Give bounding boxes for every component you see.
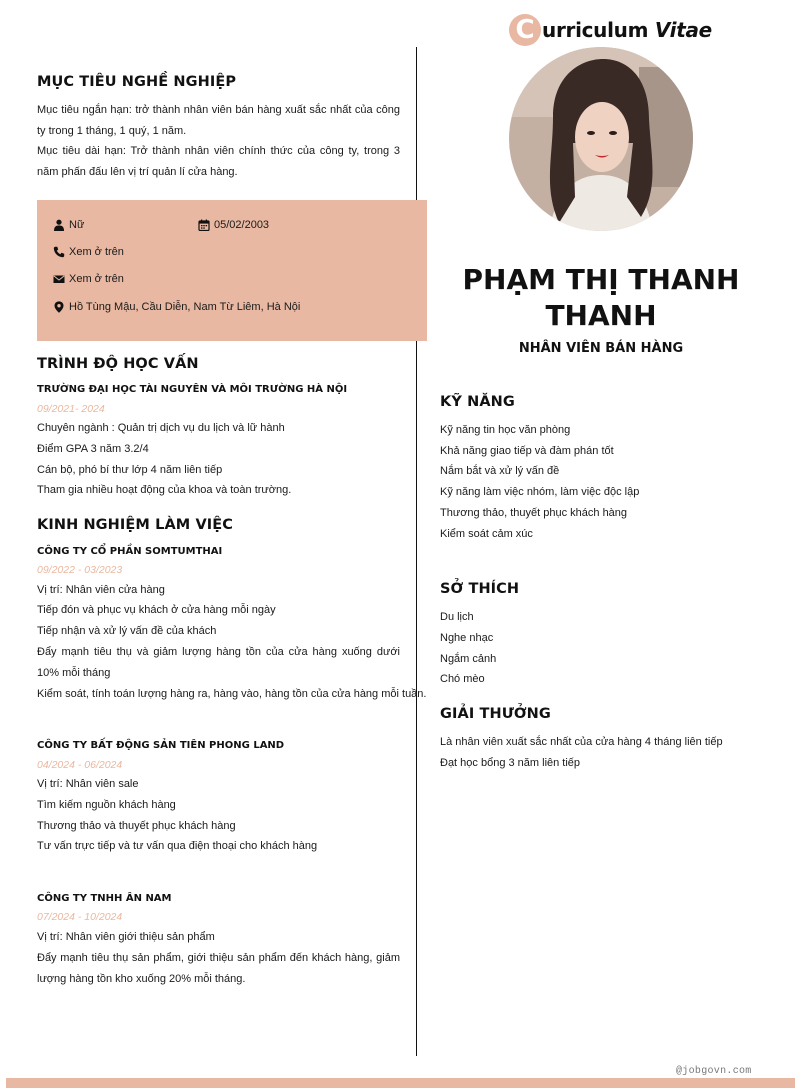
job-line: Vị trí: Nhân viên cửa hàng bbox=[37, 584, 165, 596]
hobby-item: Ngắm cảnh bbox=[440, 653, 497, 665]
user-icon bbox=[53, 219, 65, 231]
skill-item: Khả năng giao tiếp và đàm phán tốt bbox=[440, 445, 614, 457]
candidate-job-title: NHÂN VIÊN BÁN HÀNG bbox=[518, 341, 684, 356]
objective-title: MỤC TIÊU NGHỀ NGHIỆP bbox=[37, 74, 237, 90]
brand-initial: C bbox=[509, 14, 541, 46]
skill-item: Kỹ năng làm việc nhóm, làm việc độc lập bbox=[440, 486, 640, 498]
dob-value: 05/02/2003 bbox=[214, 219, 270, 231]
hobby-item: Nghe nhạc bbox=[440, 632, 494, 644]
job-line: Đẩy mạnh tiêu thụ sản phẩm, giới thiệu sản phẩm đến khách hàng, giảm lượng hàng tồn kho xuống 20% mỗi tháng. bbox=[37, 952, 400, 985]
profile-photo-image bbox=[509, 47, 693, 231]
awards-title: GIẢI THƯỞNG bbox=[440, 706, 551, 722]
award-item: Là nhân viên xuất sắc nhất của cửa hàng 4 tháng liên tiếp bbox=[440, 736, 723, 748]
candidate-name: PHẠM THỊ THANH THANH bbox=[462, 263, 740, 332]
phone-value: Xem ở trên bbox=[69, 246, 124, 258]
gender-value: Nữ bbox=[69, 219, 85, 231]
job-line: Đẩy mạnh tiêu thụ và giảm lượng hàng tồn của cửa hàng xuống dưới 10% mỗi tháng bbox=[37, 646, 400, 679]
hobby-item: Chó mèo bbox=[440, 673, 485, 685]
skill-item: Nắm bắt và xử lý vấn đề bbox=[440, 465, 560, 477]
hobby-item: Du lịch bbox=[440, 611, 474, 623]
education-school: TRƯỜNG ĐẠI HỌC TÀI NGUYÊN VÀ MÔI TRƯỜNG HÀ NỘI bbox=[37, 384, 348, 395]
job-line: Vị trí: Nhân viên giới thiệu sản phẩm bbox=[37, 931, 215, 943]
education-line: Tham gia nhiều hoạt động của khoa và toàn trường. bbox=[37, 484, 292, 496]
skill-item: Thương thảo, thuyết phục khách hàng bbox=[440, 507, 628, 519]
contact-gender bbox=[53, 219, 84, 231]
bottom-accent-bar bbox=[6, 1078, 795, 1088]
hobbies-title: SỞ THÍCH bbox=[440, 581, 520, 597]
education-title: TRÌNH ĐỘ HỌC VẤN bbox=[37, 356, 199, 372]
skill-item: Kiểm soát cảm xúc bbox=[440, 528, 533, 540]
job-line: Thương thảo và thuyết phục khách hàng bbox=[37, 820, 236, 832]
job-company: CÔNG TY CỔ PHẦN SOMTUMTHAI bbox=[37, 546, 223, 557]
contact-email bbox=[53, 273, 124, 285]
education-line: Cán bộ, phó bí thư lớp 4 năm liên tiếp bbox=[37, 464, 223, 476]
job-date: 09/2022 - 03/2023 bbox=[37, 564, 123, 576]
location-icon bbox=[53, 300, 65, 314]
skills-title: KỸ NĂNG bbox=[440, 394, 515, 410]
contact-info-box bbox=[37, 200, 427, 341]
job-date: 04/2024 - 06/2024 bbox=[37, 759, 123, 771]
job-line: Vị trí: Nhân viên sale bbox=[37, 778, 139, 790]
brand-word-2: Vitae bbox=[654, 18, 712, 42]
job-company: CÔNG TY TNHH ÂN NAM bbox=[37, 893, 172, 904]
education-date: 09/2021- 2024 bbox=[37, 403, 105, 415]
job-date: 07/2024 - 10/2024 bbox=[37, 911, 123, 923]
award-item: Đạt học bổng 3 năm liên tiếp bbox=[440, 757, 581, 769]
job-company: CÔNG TY BẤT ĐỘNG SẢN TIÊN PHONG LAND bbox=[37, 740, 285, 751]
contact-phone bbox=[53, 246, 124, 258]
job-line: Tư vấn trực tiếp và tư vấn qua điện thoại cho khách hàng bbox=[37, 840, 318, 852]
watermark: @jobgovn.com bbox=[676, 1066, 752, 1077]
phone-icon bbox=[53, 246, 65, 258]
contact-dob bbox=[198, 219, 269, 231]
profile-photo bbox=[509, 47, 693, 231]
skill-item: Kỹ năng tin học văn phòng bbox=[440, 424, 571, 436]
objective-short-term: Mục tiêu ngắn hạn: trở thành nhân viên bán hàng xuất sắc nhất của công ty trong 1 tháng, 1 quý, 1 năm. bbox=[37, 104, 400, 137]
address-value: Hồ Tùng Mậu, Cầu Diễn, Nam Từ Liêm, Hà Nội bbox=[69, 301, 301, 313]
objective-long-term: Mục tiêu dài hạn: Trở thành nhân viên chính thức của công ty, trong 3 năm phấn đấu lên vị trí quản lí cửa hàng. bbox=[37, 145, 400, 178]
education-line: Chuyên ngành : Quản trị dịch vụ du lịch và lữ hành bbox=[37, 422, 285, 434]
mail-icon bbox=[53, 273, 65, 285]
job-line: Tiếp đón và phục vụ khách ở cửa hàng mỗi ngày bbox=[37, 604, 276, 616]
experience-title: KINH NGHIỆM LÀM VIỆC bbox=[37, 517, 234, 533]
job-line: Tìm kiếm nguồn khách hàng bbox=[37, 799, 176, 811]
calendar-icon bbox=[198, 219, 210, 231]
contact-address bbox=[53, 300, 300, 314]
job-line: Tiếp nhận và xử lý vấn đề của khách bbox=[37, 625, 217, 637]
email-value: Xem ở trên bbox=[69, 273, 124, 285]
column-divider bbox=[416, 47, 417, 1056]
job-line: Kiểm soát, tính toán lượng hàng ra, hàng vào, hàng tồn của cửa hàng mỗi tuần. bbox=[37, 688, 427, 700]
cv-brand-logo bbox=[509, 14, 712, 46]
brand-text bbox=[542, 18, 712, 42]
brand-word-1: urriculum bbox=[542, 18, 649, 42]
education-line: Điểm GPA 3 năm 3.2/4 bbox=[37, 443, 149, 455]
